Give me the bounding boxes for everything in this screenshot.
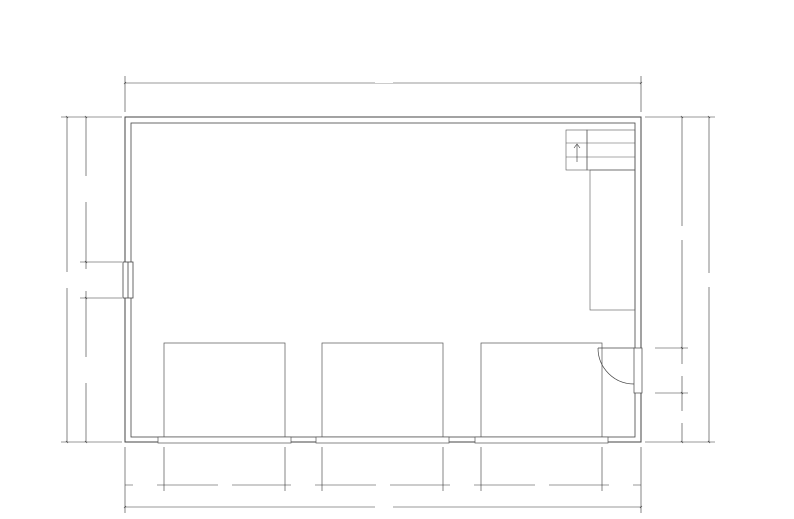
dim-right-chain [645,117,688,442]
garage-door-1 [158,343,291,443]
corner-stairway [566,130,635,310]
entry-door [598,348,642,393]
vinyl-window [123,262,133,298]
exterior-walls [125,117,641,442]
garage-door-2 [316,343,449,443]
stair-arrow [574,144,580,162]
garage-door-3 [475,343,608,443]
